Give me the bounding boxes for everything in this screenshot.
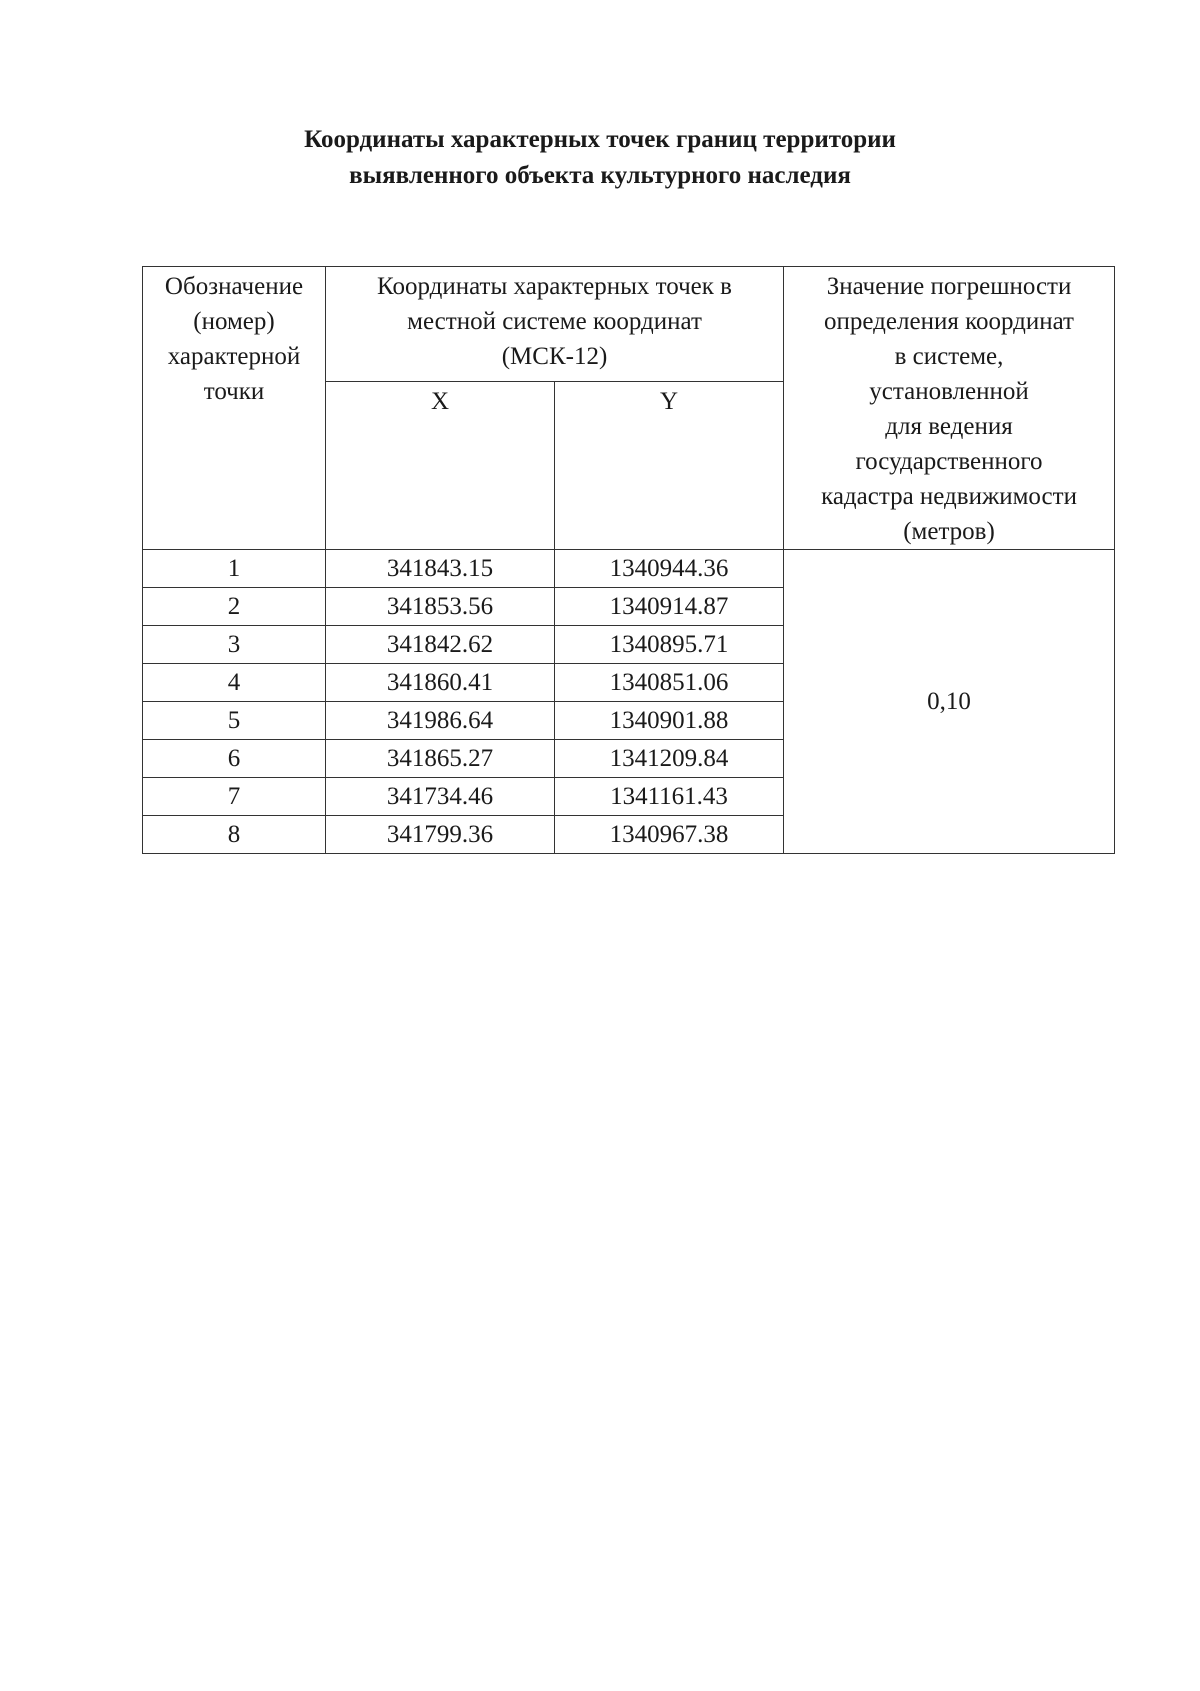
header-y: Y — [555, 381, 784, 549]
x-cell: 341843.15 — [326, 550, 555, 588]
title-line-1: Координаты характерных точек границ территории — [304, 126, 896, 153]
y-cell: 1340944.36 — [555, 550, 784, 588]
x-cell: 341860.41 — [326, 664, 555, 702]
x-cell: 341799.36 — [326, 816, 555, 854]
x-cell: 341842.62 — [326, 626, 555, 664]
point-number-cell: 4 — [143, 664, 326, 702]
point-number-cell: 1 — [143, 550, 326, 588]
coordinates-table — [142, 266, 1115, 854]
header-error: Значение погрешности определения координат в системе, установленной для ведения государственного кадастра недвижимости (метров) — [784, 267, 1115, 550]
x-cell: 341865.27 — [326, 740, 555, 778]
table-body — [143, 550, 1115, 854]
point-number-cell: 8 — [143, 816, 326, 854]
point-number-cell: 3 — [143, 626, 326, 664]
header-point-number: Обозначение (номер) характерной точки — [143, 267, 326, 550]
point-number-cell: 7 — [143, 778, 326, 816]
point-number-cell: 6 — [143, 740, 326, 778]
point-number-cell: 2 — [143, 588, 326, 626]
x-cell: 341986.64 — [326, 702, 555, 740]
y-cell: 1340967.38 — [555, 816, 784, 854]
header-row-1 — [143, 267, 1115, 382]
y-cell: 1340851.06 — [555, 664, 784, 702]
table-row — [143, 550, 1115, 588]
header-x: X — [326, 381, 555, 549]
error-value-cell: 0,10 — [784, 550, 1115, 854]
x-cell: 341853.56 — [326, 588, 555, 626]
point-number-cell: 5 — [143, 702, 326, 740]
y-cell: 1340901.88 — [555, 702, 784, 740]
y-cell: 1341209.84 — [555, 740, 784, 778]
y-cell: 1340914.87 — [555, 588, 784, 626]
y-cell: 1341161.43 — [555, 778, 784, 816]
x-cell: 341734.46 — [326, 778, 555, 816]
page-title — [0, 122, 1200, 194]
title-line-2: выявленного объекта культурного наследия — [349, 162, 851, 189]
y-cell: 1340895.71 — [555, 626, 784, 664]
header-coordinates: Координаты характерных точек в местной системе координат (МСК-12) — [326, 267, 784, 382]
